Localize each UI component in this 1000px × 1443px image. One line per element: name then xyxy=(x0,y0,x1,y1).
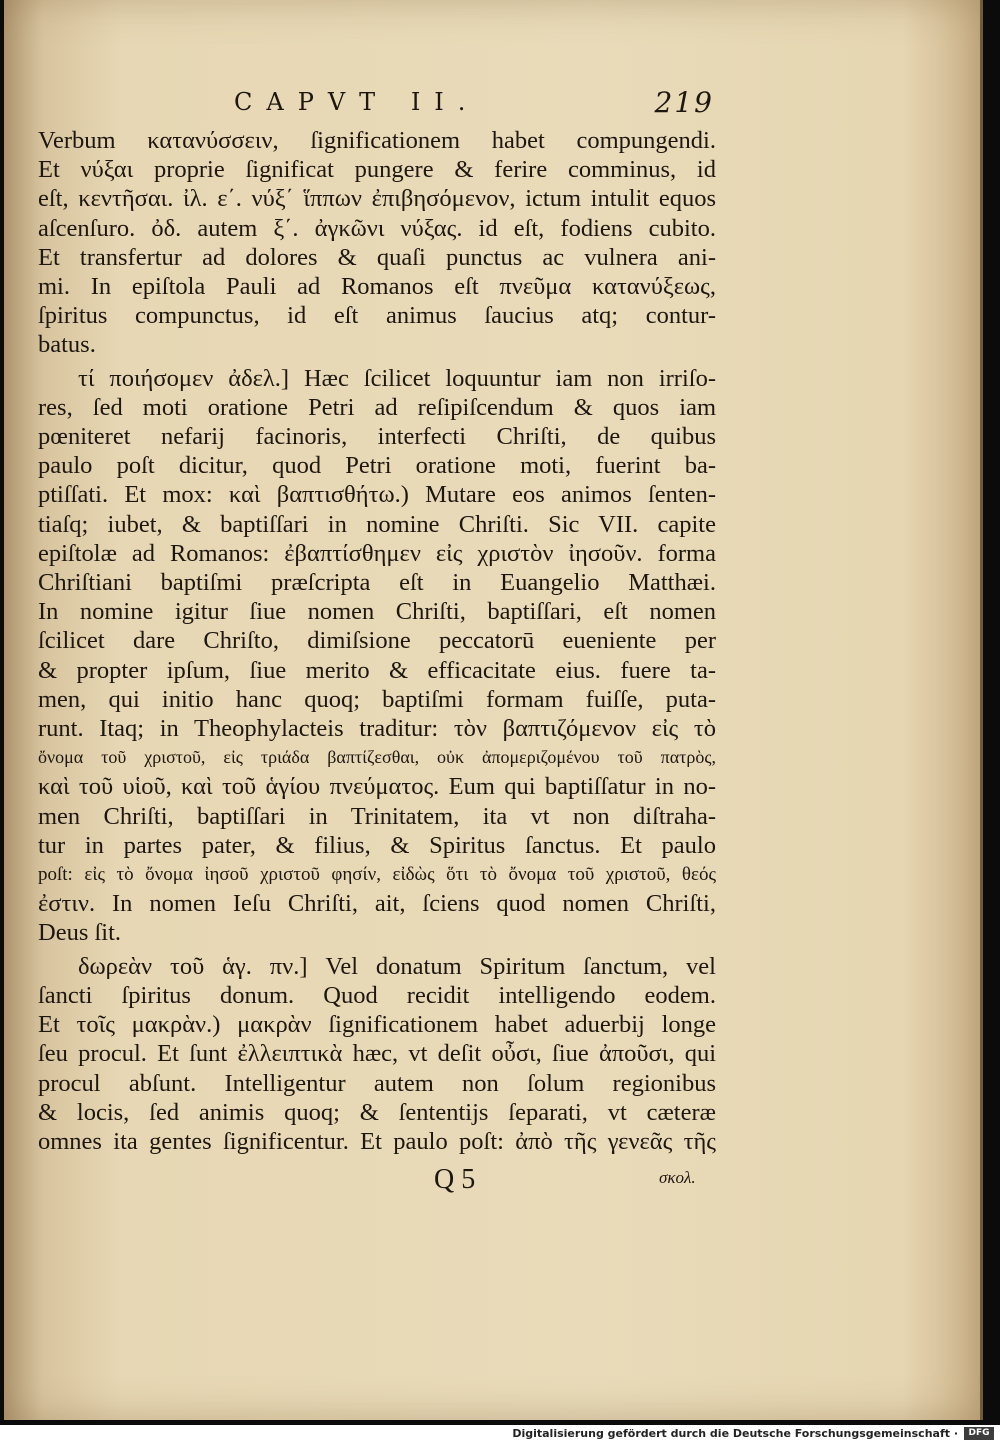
text-line: Chriſtiani baptiſmi præſcripta eſt in Euangelio Matthæi. xyxy=(38,569,716,597)
text-line: runt. Itaq; in Theophylacteis traditur: τὸν βαπτιζόμενον εἰς τὸ xyxy=(38,715,716,743)
running-head xyxy=(234,86,714,126)
text-line: καὶ τοῦ υἱοῦ, καὶ τοῦ ἁγίου πνεύματος. Eum qui baptiſſatur in no- xyxy=(38,773,716,801)
lemma-line: δωρεὰν τοῦ ἁγ. πν.] Vel donatum Spiritum ſanctum, vel xyxy=(78,952,716,980)
text-line: procul abſunt. Intelligentur autem non ſolum regionibus xyxy=(38,1069,716,1097)
text-line: batus. xyxy=(38,331,96,359)
catchword: σκολ. xyxy=(659,1168,696,1187)
text-line: Verbum κατανύσσειν, ſignificationem habet compungendi. xyxy=(38,127,716,154)
text-line: tiaſq; iubet, & baptiſſari in nomine Chriſti. Sic VII. capite xyxy=(38,510,716,538)
text-line: Et τοῖς μακρὰν.) μακρὰν ſignificationem habet aduerbij longe xyxy=(38,1011,716,1039)
dfg-logo-icon: DFG xyxy=(964,1427,994,1440)
text-line: mi. In epiſtola Pauli ad Romanos eſt πνεῦμα κατανύξεως, xyxy=(38,273,716,301)
text-line: Deus ſit. xyxy=(38,919,122,947)
text-line: men Chriſti, baptiſſari in Trinitatem, ita vt non diſtraha- xyxy=(38,802,716,830)
text-line: Et transfertur ad dolores & quaſi punctus ac vulnera ani- xyxy=(38,243,716,271)
text-line: res, ſed moti oratione Petri ad reſipiſcendum & quos iam xyxy=(38,393,716,421)
text-line: poſt: εἰς τὸ ὄνομα ἰησοῦ χριστοῦ φησίν, εἰδὼς ὅτι τὸ ὄνομα τοῦ χριστοῦ, θεός xyxy=(38,864,716,886)
text-line: pœniteret nefarij facinoris, interfecti Chriſti, de quibus xyxy=(38,423,716,451)
text-line: ſpiritus compunctus, id eſt animus ſaucius atq; contur- xyxy=(38,302,716,330)
text-line: eſt, κεντῆσαι. ἰλ. ε΄. νύξ΄ ἵππων ἐπιβησόμενον, ictum intulit equos xyxy=(38,185,716,213)
text-line: ὄνομα τοῦ χριστοῦ, εἰς τριάδα βαπτίζεσθαι, οὐκ ἀπομεριζομένου τοῦ πατρὸς, xyxy=(38,747,716,768)
text-line: omnes ita gentes ſignificentur. Et paulo poſt: ἀπὸ τῆς γενεᾶς τῆς xyxy=(38,1127,716,1155)
body-text xyxy=(38,126,716,1156)
text-line: ſeu procul. Et ſunt ἐλλειπτικὰ hæc, vt deſit οὖσι, ſiue ἀποῦσι, qui xyxy=(38,1040,716,1068)
signature-mark: Q 5 xyxy=(434,1164,476,1195)
text-line: men, qui initio hanc quoq; baptiſmi formam fuiſſe, puta- xyxy=(38,685,716,713)
book-page xyxy=(4,0,983,1420)
text-line: In nomine igitur ſiue nomen Chriſti, baptiſſari, eſt nomen xyxy=(38,598,716,626)
text-line: ptiſſati. Et mox: καὶ βαπτισθήτω.) Mutare eos animos ſenten- xyxy=(38,481,716,509)
funding-credit: Digitalisierung gefördert durch die Deutsche Forschungsgemeinschaft · xyxy=(512,1427,958,1440)
text-line: & propter ipſum, ſiue merito & efficacitate eius. fuere ta- xyxy=(38,656,716,684)
text-line: ſancti ſpiritus donum. Quod recidit intelligendo eodem. xyxy=(38,981,716,1009)
text-line: ſcilicet dare Chriſto, dimiſsione peccatorū eueniente per xyxy=(38,627,716,655)
text-line: aſcenſuro. ὀδ. autem ξ΄. ἀγκῶνι νύξας. id eſt, fodiens cubito. xyxy=(38,214,716,242)
text-line: Et νύξαι proprie ſignificat pungere & ferire comminus, id xyxy=(38,156,716,184)
text-line: epiſtolæ ad Romanos: ἐβαπτίσθημεν εἰς χριστὸν ἰησοῦν. forma xyxy=(38,539,716,567)
running-title: CAPVT II. xyxy=(234,88,480,116)
lemma-line: τί ποιήσομεν ἀδελ.] Hæc ſcilicet loquuntur iam non irriſo- xyxy=(78,364,716,392)
text-line: tur in partes pater, & filius, & Spiritus ſanctus. Et paulo xyxy=(38,831,716,859)
text-line: paulo poſt dicitur, quod Petri oratione moti, fuerint ba- xyxy=(38,452,716,480)
page-number: 219 xyxy=(654,86,714,119)
text-line: & locis, ſed animis quoq; & ſententijs ſeparati, vt cæteræ xyxy=(38,1098,716,1126)
text-line: ἐστιν. In nomen Ieſu Chriſti, ait, ſciens quod nomen Chriſti, xyxy=(38,890,716,918)
